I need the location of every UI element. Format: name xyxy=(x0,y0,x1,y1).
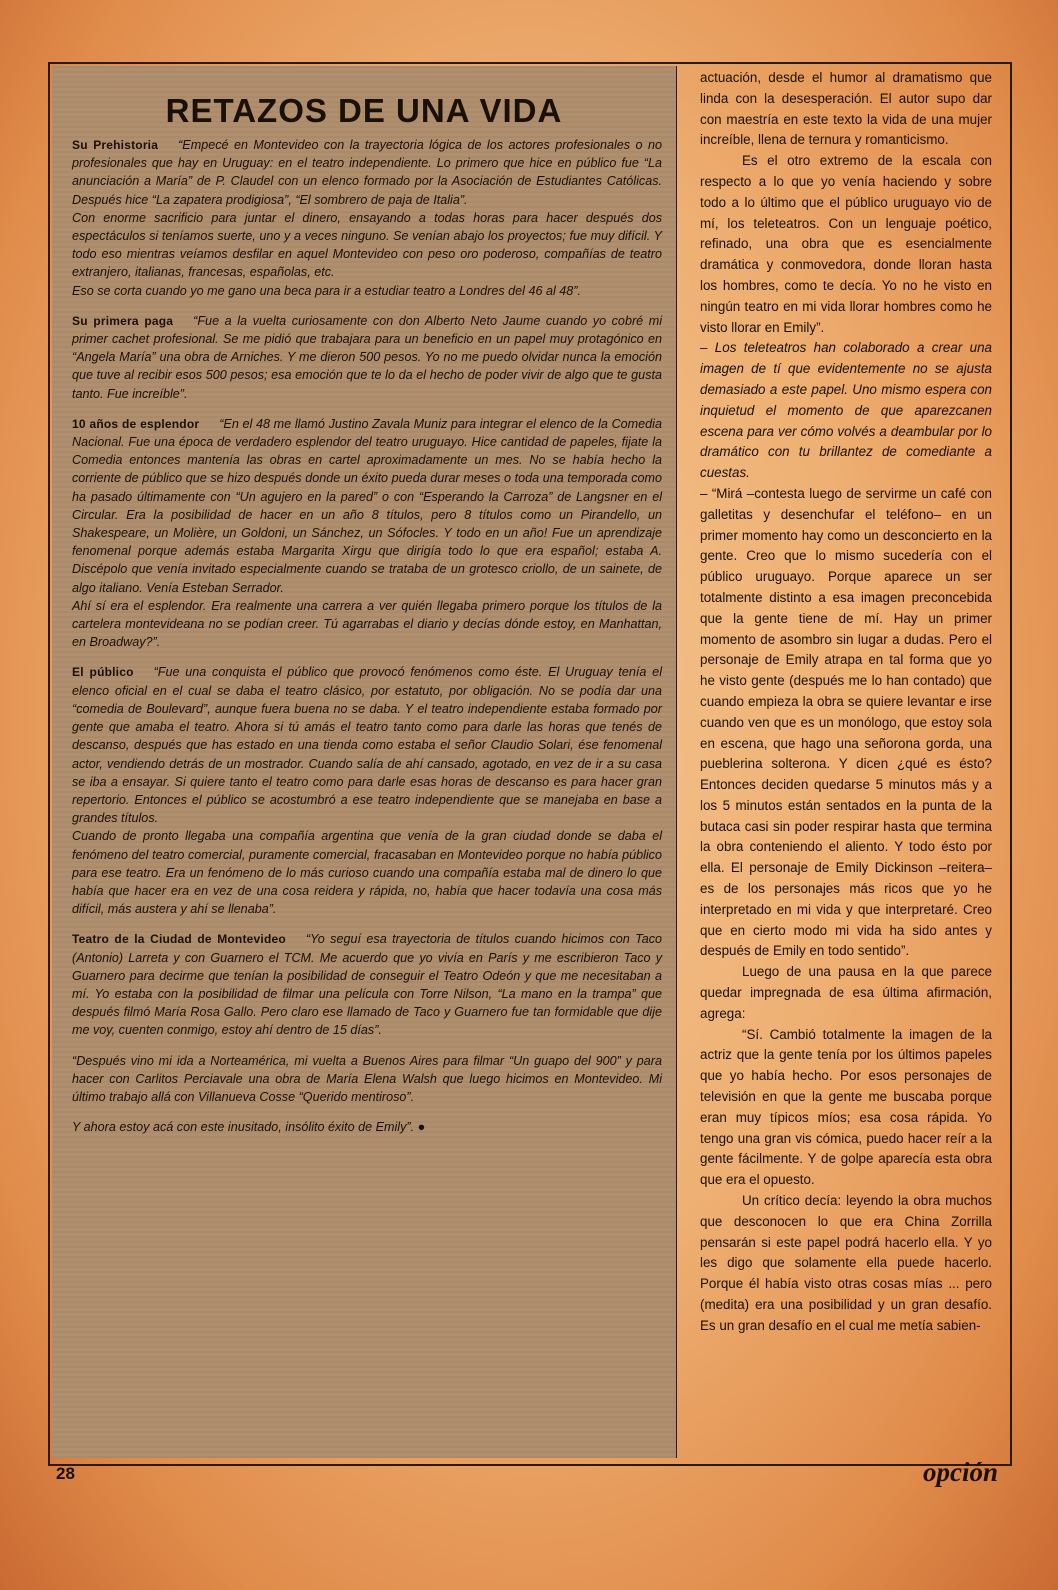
sidebar-section-label: Teatro de la Ciudad de Montevideo xyxy=(72,932,286,947)
sidebar-title: RETAZOS DE UNA VIDA xyxy=(165,92,563,129)
article-paragraph: actuación, desde el humor al dramatismo que linda con la desesperación. El autor supo dar con maestría en este texto la vida de una mujer increíble, llena de ternura y romanticismo. xyxy=(700,70,992,148)
article-paragraph: “Sí. Cambió totalmente la imagen de la actriz que la gente tenía por los últimos papeles que yo había hecho. Por esos personajes de televisión en que la gente me buscaba porque eran muy típicos míos; esa cosa rápida. Yo tengo una gran vis cómica, puedo hacer reír a la gente fácilmente. Y de golpe aparecía esta obra que era el opuesto. xyxy=(700,1026,992,1188)
sidebar-section-paragraph: Eso se corta cuando yo me gano una beca para ir a estudiar teatro a Londres del 46 al 48”. xyxy=(72,283,581,298)
sidebar-section-paragraph xyxy=(72,930,662,1039)
sidebar-section-paragraph xyxy=(72,136,662,209)
sidebar-section xyxy=(72,312,662,403)
sidebar-section-paragraph xyxy=(72,415,662,597)
sidebar-section-text: “Fue una conquista el público que provocó fenómenos como éste. El Uruguay tenía el elenco oficial en el cual se daba el teatro clásico, por estatuto, por obligación. No se podía dar una “comedia de Boulevard”, aunque fuera buena no se daba. Y el teatro independiente estaba formado por gente que amaba el teatro. Ahora si tú amás el teatro tanto como para darle las horas que tenés de descanso, después que has estado en una tienda como estaba el señor Claudio Solari, ése fenomenal actor, vendiendo detrás de un mostrador. Cuando salía de ahí cansado, agotado, en vez de ir a su casa se iba a ensayar. Si quiere tanto el teatro como para darle esas horas de descanso es para hacer gran repertorio. Entonces el público se acostumbró a ese teatro independiente que se manejaba en base a grandes títulos. xyxy=(72,665,662,826)
article-paragraph: – “Mirá –contesta luego de servirme un café con galletitas y desenchufar el teléfono– en un primer momento hay como un desconcierto en la gente. Creo que lo mismo sucedería con el público uruguayo. Porque aparece un ser totalmente distinto a esa imagen preconcebida que la gente tiene de mí. Hay un primer momento de asombro sin lugar a dudas. Pero el personaje de Emily atrapa en tal forma que yo he visto gente (después me lo han contado) que cuando empieza la obra se quiere levantar e irse cuando ven que es un monólogo, que estoy sola en escena, que hago una señorona gorda, una pueblerina solterona. Y dicen ¿qué es ésto? Entonces deciden quedarse 5 minutos más y a los 5 minutos están sentados en la punta de la butaca casi sin poder respirar hasta que termina la obra conteniendo el aliento. Y todo ésto por ella. El personaje de Emily Dickinson –reitera– es de los personajes más ricos que yo he interpretado en mi vida y que interpretaré. Creo que en cierto modo mi vida ha sido antes y después de Emily en todo sentido”. xyxy=(700,485,992,959)
sidebar-section xyxy=(72,136,662,300)
sidebar-section-paragraph: Ahí sí era el esplendor. Era realmente una carrera a ver quién llegaba primero porque los títulos de la cartelera montevideana no se podían creer. Tú agarrabas el diario y decías dónde estoy, en Manhattan, en Broadway?”. xyxy=(72,598,662,650)
sidebar-section xyxy=(72,663,662,918)
sidebar-section-label: Su primera paga xyxy=(72,313,174,328)
sidebar-section xyxy=(72,1118,662,1136)
sidebar-section-text: Y ahora estoy acá con este inusitado, insólito éxito de Emily”. ● xyxy=(72,1120,426,1135)
sidebar-section-paragraph xyxy=(72,1052,662,1107)
sidebar-section-paragraph xyxy=(72,1118,662,1136)
sidebar-section-text: “Empecé en Montevideo con la trayectoria lógica de los actores profesionales o no profesionales que hay en Uruguay: en el teatro independiente. Lo primero que hice en público fue “La anunciación a María” de P. Claudel con un elenco formado por la Asociación de Estudiantes Católicas. Después hice “La zapatera prodigiosa”, “El sombrero de paja de Italia”. xyxy=(72,138,662,207)
sidebar-body xyxy=(52,136,676,1136)
article-paragraph: Un crítico decía: leyendo la obra muchos que desconocen lo que era China Zorrilla pensarán si este papel podrá hacerlo ella. Y yo les digo que solamente ella puede hacerlo. Porque él había visto otras cosas mías ... pero (medita) era una posibilidad y un gran desafío. Es un gran desafío en el cual me metía sabien- xyxy=(700,1193,992,1333)
page-number: 28 xyxy=(56,1464,75,1483)
article-paragraph: – Los teleteatros han colaborado a crear una imagen de tí que evidentemente no se ajusta demasiado a este papel. Uno mismo espera con inquietud el momento de que aparezcanen escena para ver cómo volvés a deambular por lo dramático con tu brillantez de comediante a cuestas. xyxy=(700,340,992,481)
sidebar-section-text: “Yo seguí esa trayectoria de títulos cuando hicimos con Taco (Antonio) Larreta y con Guarnero el TCM. Me acuerdo que yo vivía en París y me escribieron Taco y Guarnero para decirme que tenían la posibilidad de conseguir el Teatro Odeón y que me necesitaban a mí. Yo estaba con la posibilidad de filmar una película con Torre Nilson, “La mano en la trampa” que después filmó María Rosa Gallo. Pero claro ese llamado de Taco y Guarnero fue tan formidable que dije me voy, cuenten conmigo, estoy ahí dentro de 15 días”. xyxy=(72,932,663,1038)
sidebar-section-text: “Fue a la vuelta curiosamente con don Alberto Neto Jaume cuando yo cobré mi primer cachet profesional. Se me pidió que trabajara para un beneficio en un papel muy protagónico en “Angela María” una obra de Arniches. Y me dieron 500 pesos. Yo no me puedo olvidar nunca la emoción que tuve al recibir esos 500 pesos; esa emoción que te lo da el hecho de poder vivir de algo que te gusta tanto. Fue increíble”. xyxy=(72,313,662,401)
sidebar-section-paragraph xyxy=(72,312,662,403)
sidebar-section-paragraph: Con enorme sacrificio para juntar el dinero, ensayando a todas horas para hacer después dos espectáculos si teníamos suerte, uno y a veces ninguno. Se venían abajo los proyectos; fue muy difícil. Y todo eso mientras veíamos desfilar en aquel Montevideo con peso oro poderoso, compañías de teatro extranjero, italianas, francesas, españolas, etc. xyxy=(72,210,662,280)
sidebar-section-label: Su Prehistoria xyxy=(72,138,159,152)
article-paragraph: Luego de una pausa en la que parece quedar impregnada de esa última afirmación, agrega: xyxy=(700,964,992,1021)
sidebar-section-label: 10 años de esplendor xyxy=(72,416,200,431)
article-paragraph: Es el otro extremo de la escala con respecto a lo que yo venía haciendo y sobre todo a lo último que el público uruguayo vio de mí, los teleteatros. Con un lenguaje poético, refinado, una obra que es esencialmente dramática y conmovedora, donde lloran hasta los hombres, como te decía. Yo no he visto en ningún teatro en mi vida llorar hombres como he visto llorar en Emily”. xyxy=(700,153,992,335)
sidebar-section xyxy=(72,1052,662,1107)
sidebar-section xyxy=(72,930,662,1039)
sidebar-section-paragraph: Cuando de pronto llegaba una compañía argentina que venía de la gran ciudad donde se daba el fenómeno del teatro comercial, puramente comercial, fracasaban en Montevideo porque no había público para ese teatro. Era un fenómeno de lo más curioso cuando una compañía estaba mal de dinero lo que había que hacer era en vez de una cosa reidera y rápida, no, había que hacer todavía una cosa más difícil, más austera y ahí se llenaba”. xyxy=(72,829,662,917)
sidebar-section-paragraph xyxy=(72,663,662,827)
sidebar-section-text: “En el 48 me llamó Justino Zavala Muniz para integrar el elenco de la Comedia Nacional. Fue una época de verdadero esplendor del teatro uruguayo. Hice cantidad de papeles, fijate la Comedia entonces mantenía las obras en cartel aproximadamente un mes. No se había hecho la corriente de público que se hizo después donde un éxito pueda durar meses o toda una temporada como ha pasado últimamente con “Un agujero en la pared” o con “Esperando la Carroza” de Langsner en el Circular. Era la posibilidad de hacer en un año 8 títulos, pero 8 títulos como un Pirandello, un Shakespeare, un Molière, un Goldoni, un Sánchez, un Sófocles. Y todo en un año! Fue un aprendizaje fenomenal porque además estaba Margarita Xirgu que dirigía todo lo que era español; estaba A. Discépolo que venía invitado especialmente cuando se trataba de un grotesco criollo, de un sainete, de algo italiano. Venía Esteban Serrador. xyxy=(72,416,662,595)
magazine-logo: opción xyxy=(922,1457,998,1487)
sidebar-section-text: “Después vino mi ida a Norteamérica, mi vuelta a Buenos Aires para filmar “Un guapo del 900” y para hacer con Carlitos Perciavale una obra de María Elena Walsh que luego hicimos en Montevideo. Mi último trabajo allá con Villanueva Cosse “Querido mentiroso”. xyxy=(72,1053,662,1104)
main-column xyxy=(700,68,992,1337)
sidebar-section xyxy=(72,415,662,652)
sidebar-box xyxy=(52,66,677,1458)
sidebar-section-label: El público xyxy=(72,665,134,680)
